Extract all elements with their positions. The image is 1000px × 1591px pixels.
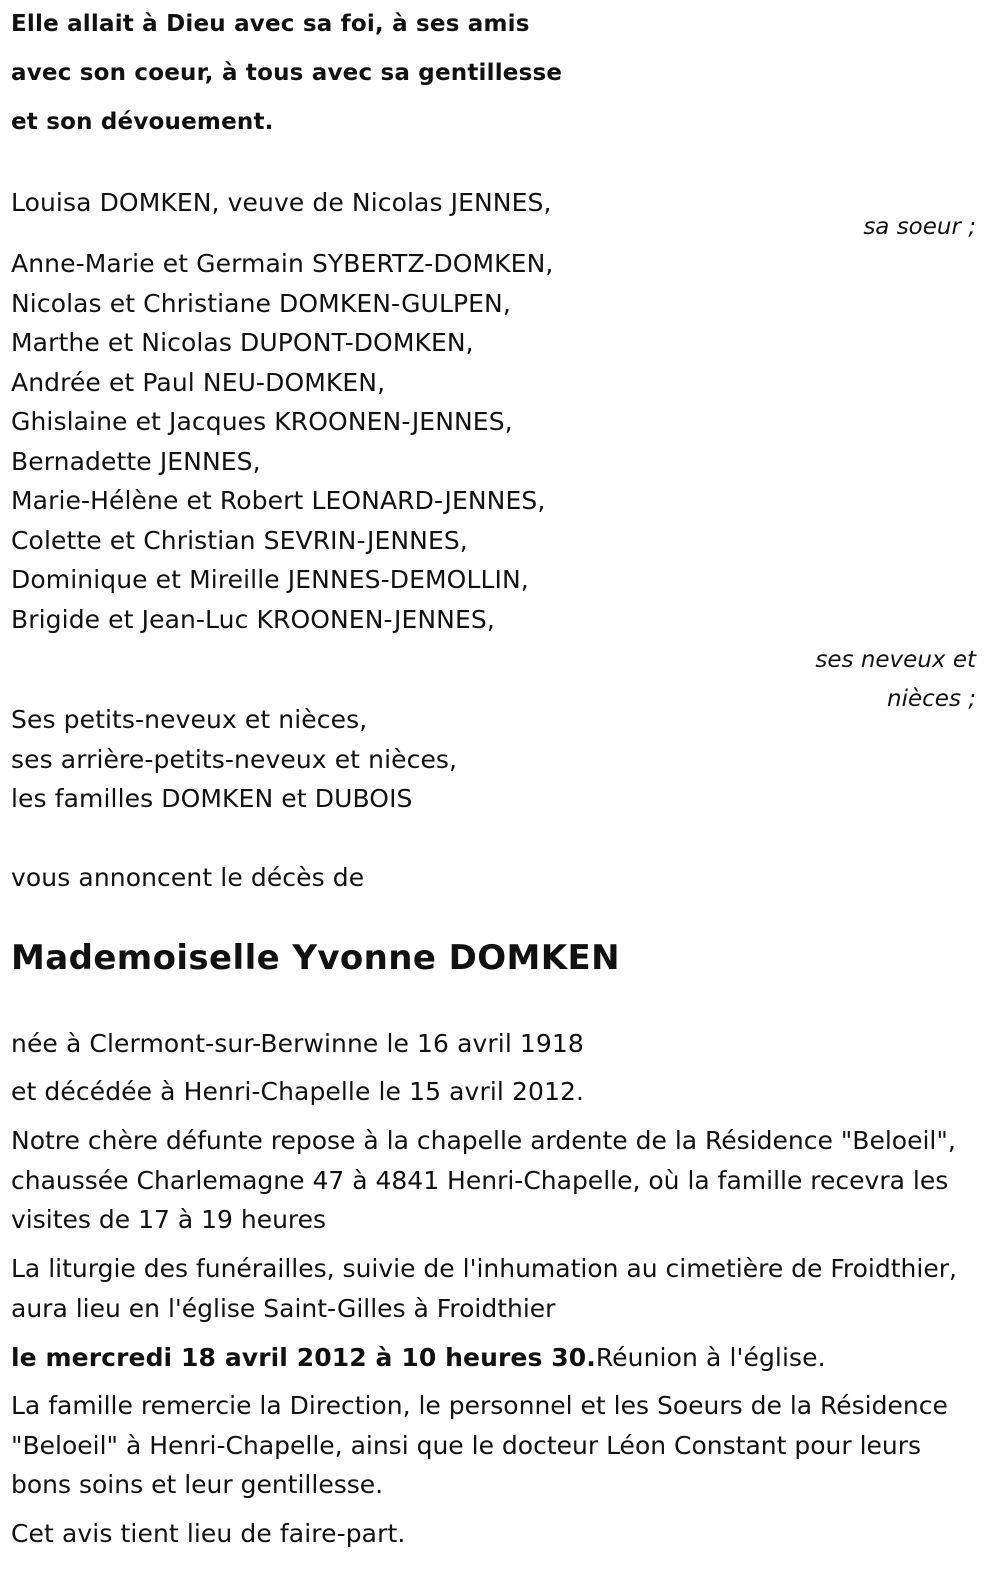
announcement-text: vous annoncent le décès de	[11, 863, 365, 892]
relation-label: sa soeur ;	[863, 213, 976, 240]
birth-info: née à Clermont-sur-Berwinne le 16 avril 1918	[11, 1029, 584, 1058]
family-name-line: Colette et Christian SEVRIN-JENNES,	[11, 525, 468, 555]
family-name-line: Louisa DOMKEN, veuve de Nicolas JENNES,	[11, 188, 552, 217]
deceased-name: Mademoiselle Yvonne DOMKEN	[11, 938, 620, 978]
family-name-line: Anne-Marie et Germain SYBERTZ-DOMKEN,	[11, 249, 554, 278]
family-name-line: Ghislaine et Jacques KROONEN-JENNES,	[11, 407, 513, 436]
funeral-date-line	[11, 1338, 826, 1378]
closing-text: Cet avis tient lieu de faire-part.	[11, 1519, 406, 1548]
epitaph	[11, 0, 562, 147]
thanks-text: La famille remercie la Direction, le personnel et les Soeurs de la Résidence "Beloeil" à Henri-Chapelle, ainsi que le docteur Léon Constant pour leurs bons soins et leur gentillesse.	[11, 1391, 948, 1499]
death-info: et décédée à Henri-Chapelle le 15 avril 2012.	[11, 1077, 585, 1106]
other-relatives	[11, 700, 457, 819]
family-name-line: Marie-Hélène et Robert LEONARD-JENNES,	[11, 486, 546, 515]
relative-line: les familles DOMKEN et DUBOIS	[11, 784, 413, 813]
family-name-line: Andrée et Paul NEU-DOMKEN,	[11, 367, 386, 397]
epitaph-line: Elle allait à Dieu avec sa foi, à ses amis	[11, 11, 530, 37]
relative-line: Ses petits-neveux et nièces,	[11, 705, 368, 734]
sister-group	[11, 183, 976, 247]
funeral-date: le mercredi 18 avril 2012 à 10 heures 30.	[11, 1343, 596, 1372]
relation-label: ses neveux et	[815, 647, 976, 673]
funeral-info: La liturgie des funérailles, suivie de l'inhumation au cimetière de Froidthier, aura lieu en l'église Saint-Gilles à Froidthier	[11, 1254, 957, 1323]
family-name-line: Nicolas et Christiane DOMKEN-GULPEN,	[11, 288, 511, 318]
family-name-line: Marthe et Nicolas DUPONT-DOMKEN,	[11, 328, 474, 357]
family-name-line: Bernadette JENNES,	[11, 446, 261, 476]
viewing-info: Notre chère défunte repose à la chapelle ardente de la Résidence "Beloeil", chaussée Charlemagne 47 à 4841 Henri-Chapelle, où la famille recevra les visites de 17 à 19 heures	[11, 1126, 956, 1234]
relative-line: ses arrière-petits-neveux et nièces,	[11, 744, 458, 774]
meeting-info: Réunion à l'église.	[595, 1343, 826, 1372]
family-name-line: Dominique et Mireille JENNES-DEMOLLIN,	[11, 565, 529, 594]
nephews-group	[11, 244, 976, 719]
epitaph-line: et son dévouement.	[11, 109, 274, 135]
family-name-line: Brigide et Jean-Luc KROONEN-JENNES,	[11, 604, 495, 634]
relation-label: nièces ;	[887, 686, 976, 712]
epitaph-line: avec son coeur, à tous avec sa gentillesse	[11, 60, 563, 86]
